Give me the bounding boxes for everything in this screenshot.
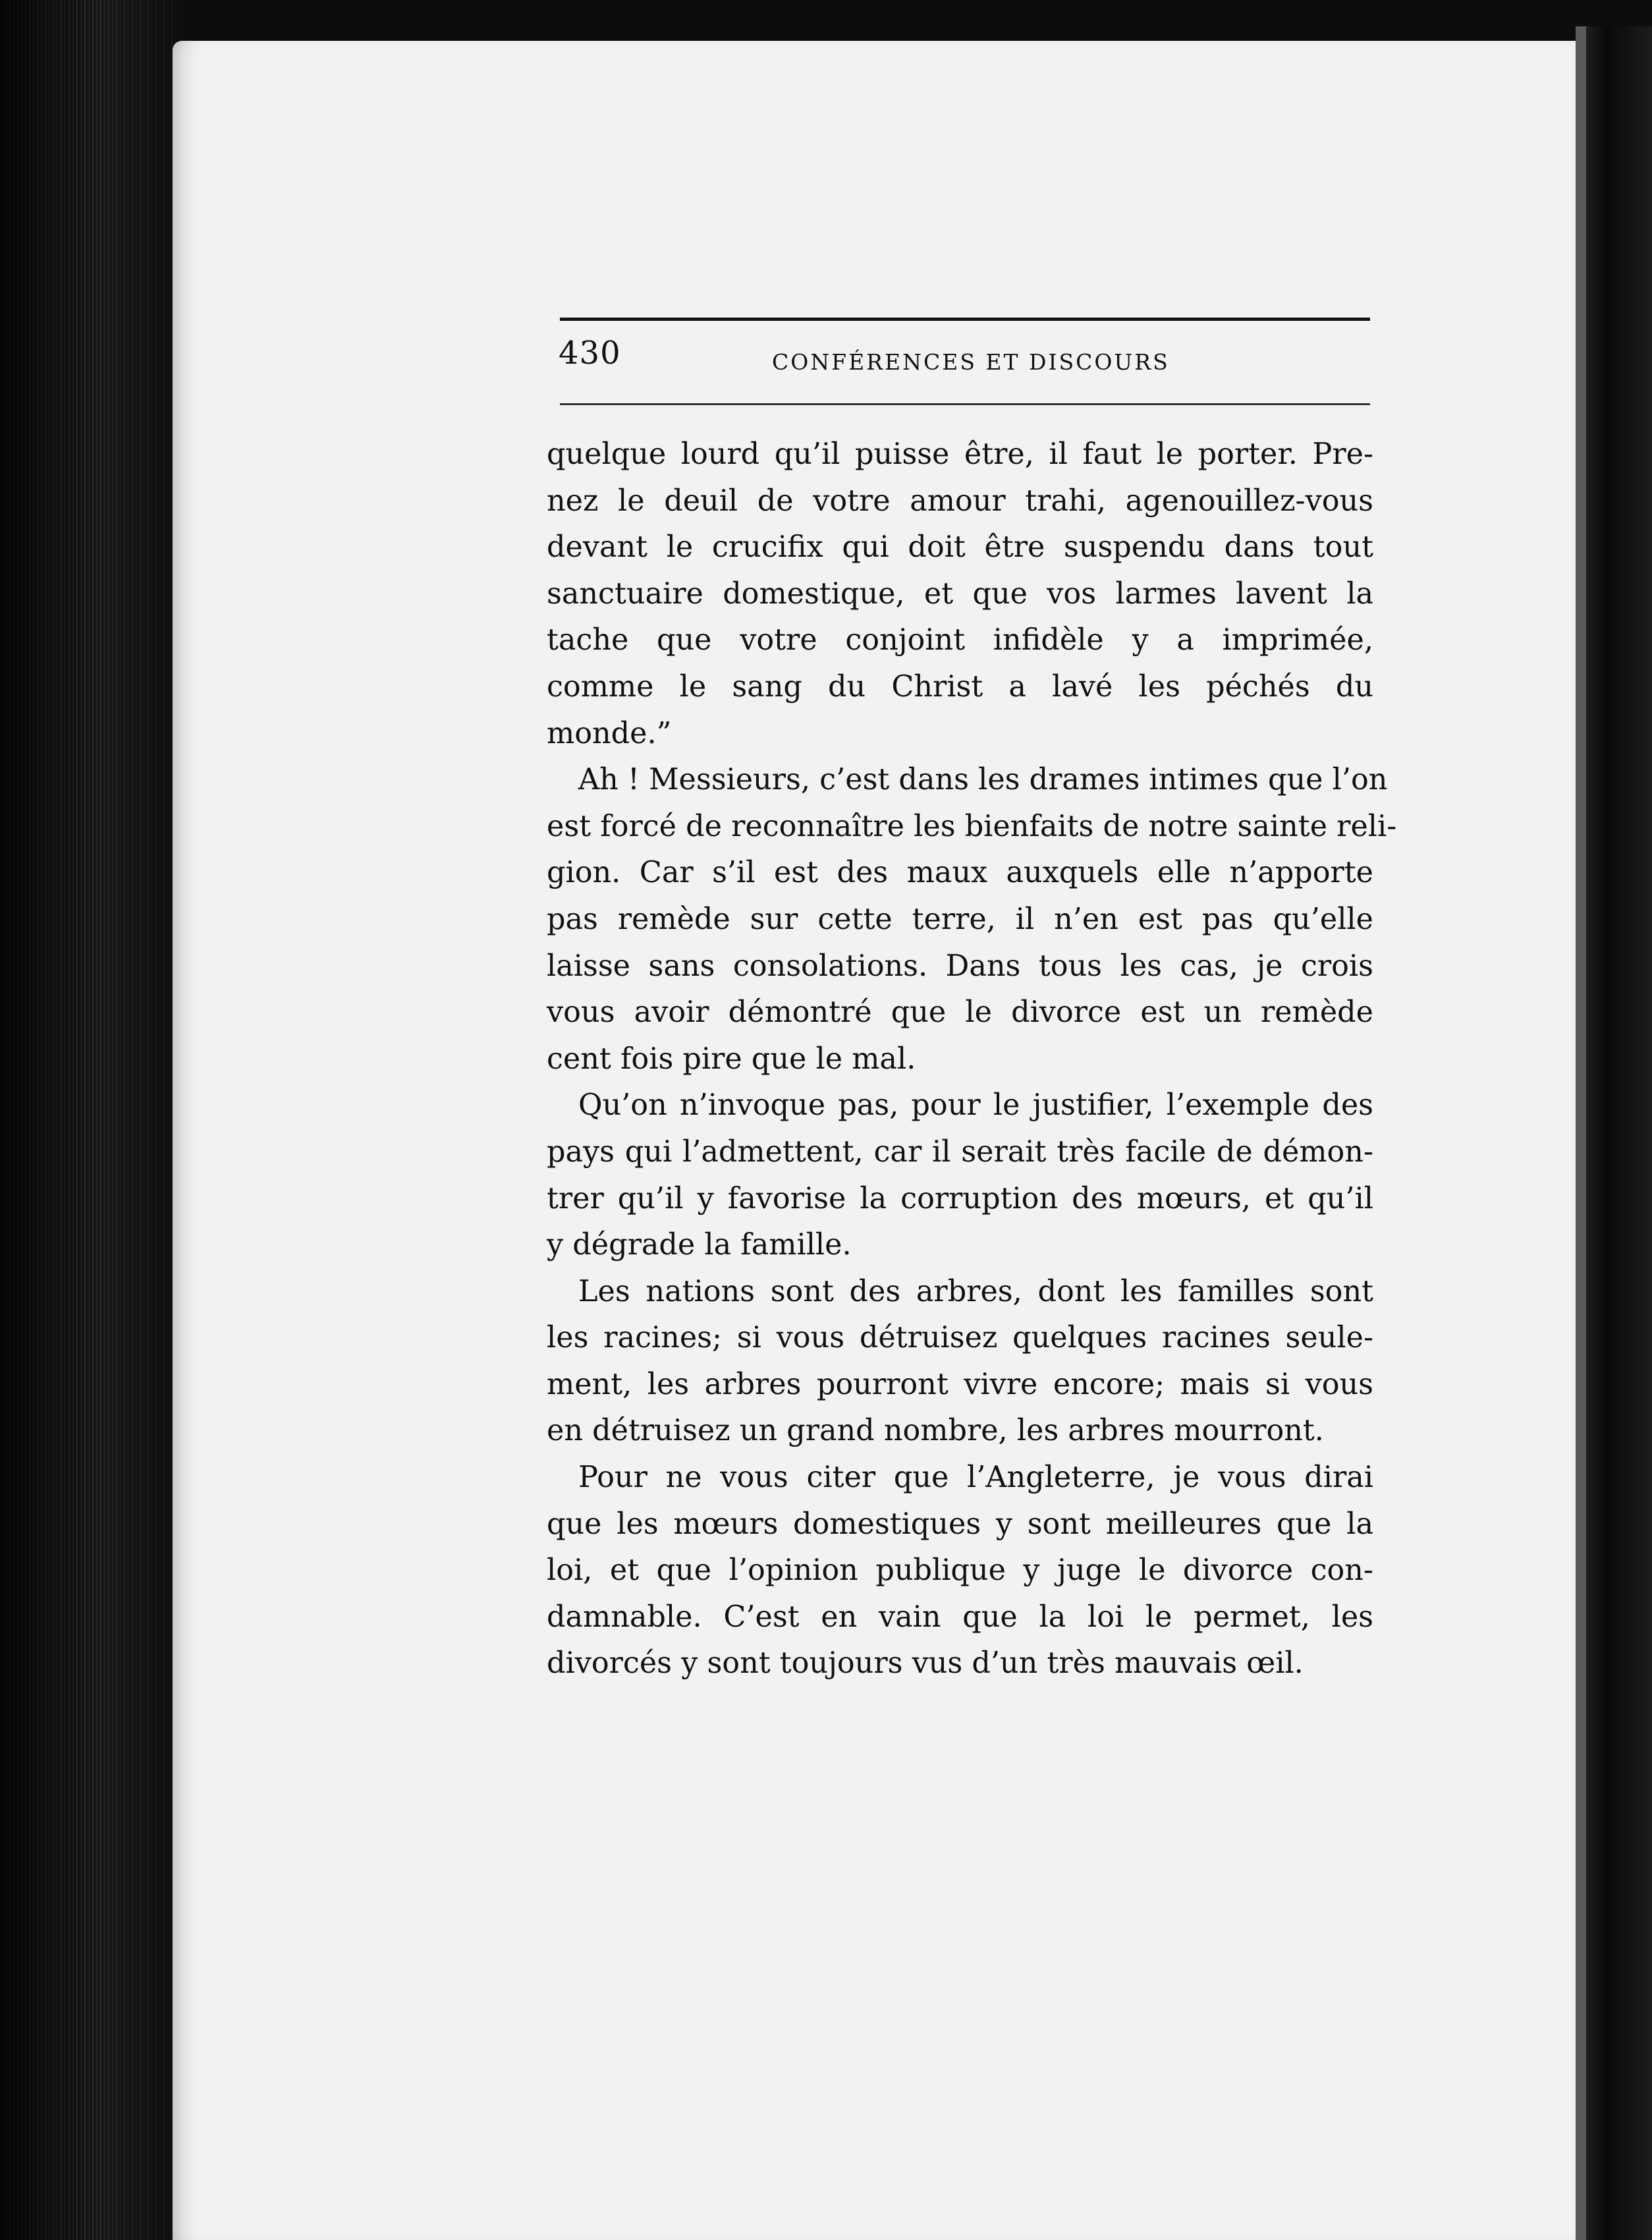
book-binding-edge xyxy=(1576,26,1652,2240)
text-line: Qu’on n’invoque pas, pour le justifier, l’exemple des xyxy=(578,1088,1373,1123)
text-line: est forcé de reconnaître les bienfaits de notre sainte reli- xyxy=(547,809,1397,843)
header-rule-top xyxy=(560,318,1370,321)
text-line: devant le crucifix qui doit être suspendu dans tout xyxy=(547,530,1373,565)
book-page-edges xyxy=(0,0,178,2240)
text-line: Les nations sont des arbres, dont les familles sont xyxy=(578,1274,1373,1308)
text-line: vous avoir démontré que le divorce est un remède xyxy=(547,995,1373,1030)
text-line: en détruisez un grand nombre, les arbres mourront. xyxy=(547,1414,1324,1448)
text-line: Pour ne vous citer que l’Angleterre, je vous dirai xyxy=(578,1461,1373,1495)
running-head: CONFÉRENCES ET DISCOURS xyxy=(772,349,1170,375)
text-line: Ah ! Messieurs, c’est dans les drames intimes que l’on xyxy=(578,763,1388,797)
text-line: les racines; si vous détruisez quelques racines seule- xyxy=(547,1321,1373,1355)
text-line: cent fois pire que le mal. xyxy=(547,1042,916,1076)
page-number: 430 xyxy=(559,335,621,372)
text-line: gion. Car s’il est des maux auxquels elle n’apporte xyxy=(547,856,1373,890)
text-line: divorcés y sont toujours vus d’un très mauvais œil. xyxy=(547,1646,1304,1681)
header-rule-bottom xyxy=(560,403,1370,405)
text-line: ment, les arbres pourront vivre encore; mais si vous xyxy=(547,1367,1373,1401)
text-line: pas remède sur cette terre, il n’en est pas qu’elle xyxy=(547,902,1373,936)
text-line: comme le sang du Christ a lavé les péchés du xyxy=(547,669,1373,704)
text-line: tache que votre conjoint infidèle y a imprimée, xyxy=(547,623,1373,658)
text-line: nez le deuil de votre amour trahi, agenouillez-vous xyxy=(547,484,1373,518)
text-line: trer qu’il y favorise la corruption des mœurs, et qu’il xyxy=(547,1181,1373,1216)
text-line: que les mœurs domestiques y sont meilleures que la xyxy=(547,1507,1373,1541)
text-line: laisse sans consolations. Dans tous les cas, je crois xyxy=(547,949,1373,983)
text-line: y dégrade la famille. xyxy=(547,1228,852,1262)
text-line: monde.” xyxy=(547,716,672,750)
text-line: pays qui l’admettent, car il serait très facile de démon- xyxy=(547,1134,1373,1169)
text-line: loi, et que l’opinion publique y juge le divorce con- xyxy=(547,1554,1373,1588)
body-text xyxy=(547,432,1397,1687)
text-line: sanctuaire domestique, et que vos larmes lavent la xyxy=(547,576,1373,611)
text-line: quelque lourd qu’il puisse être, il faut le porter. Pre- xyxy=(547,437,1373,471)
text-line: damnable. C’est en vain que la loi le permet, les xyxy=(547,1600,1373,1634)
